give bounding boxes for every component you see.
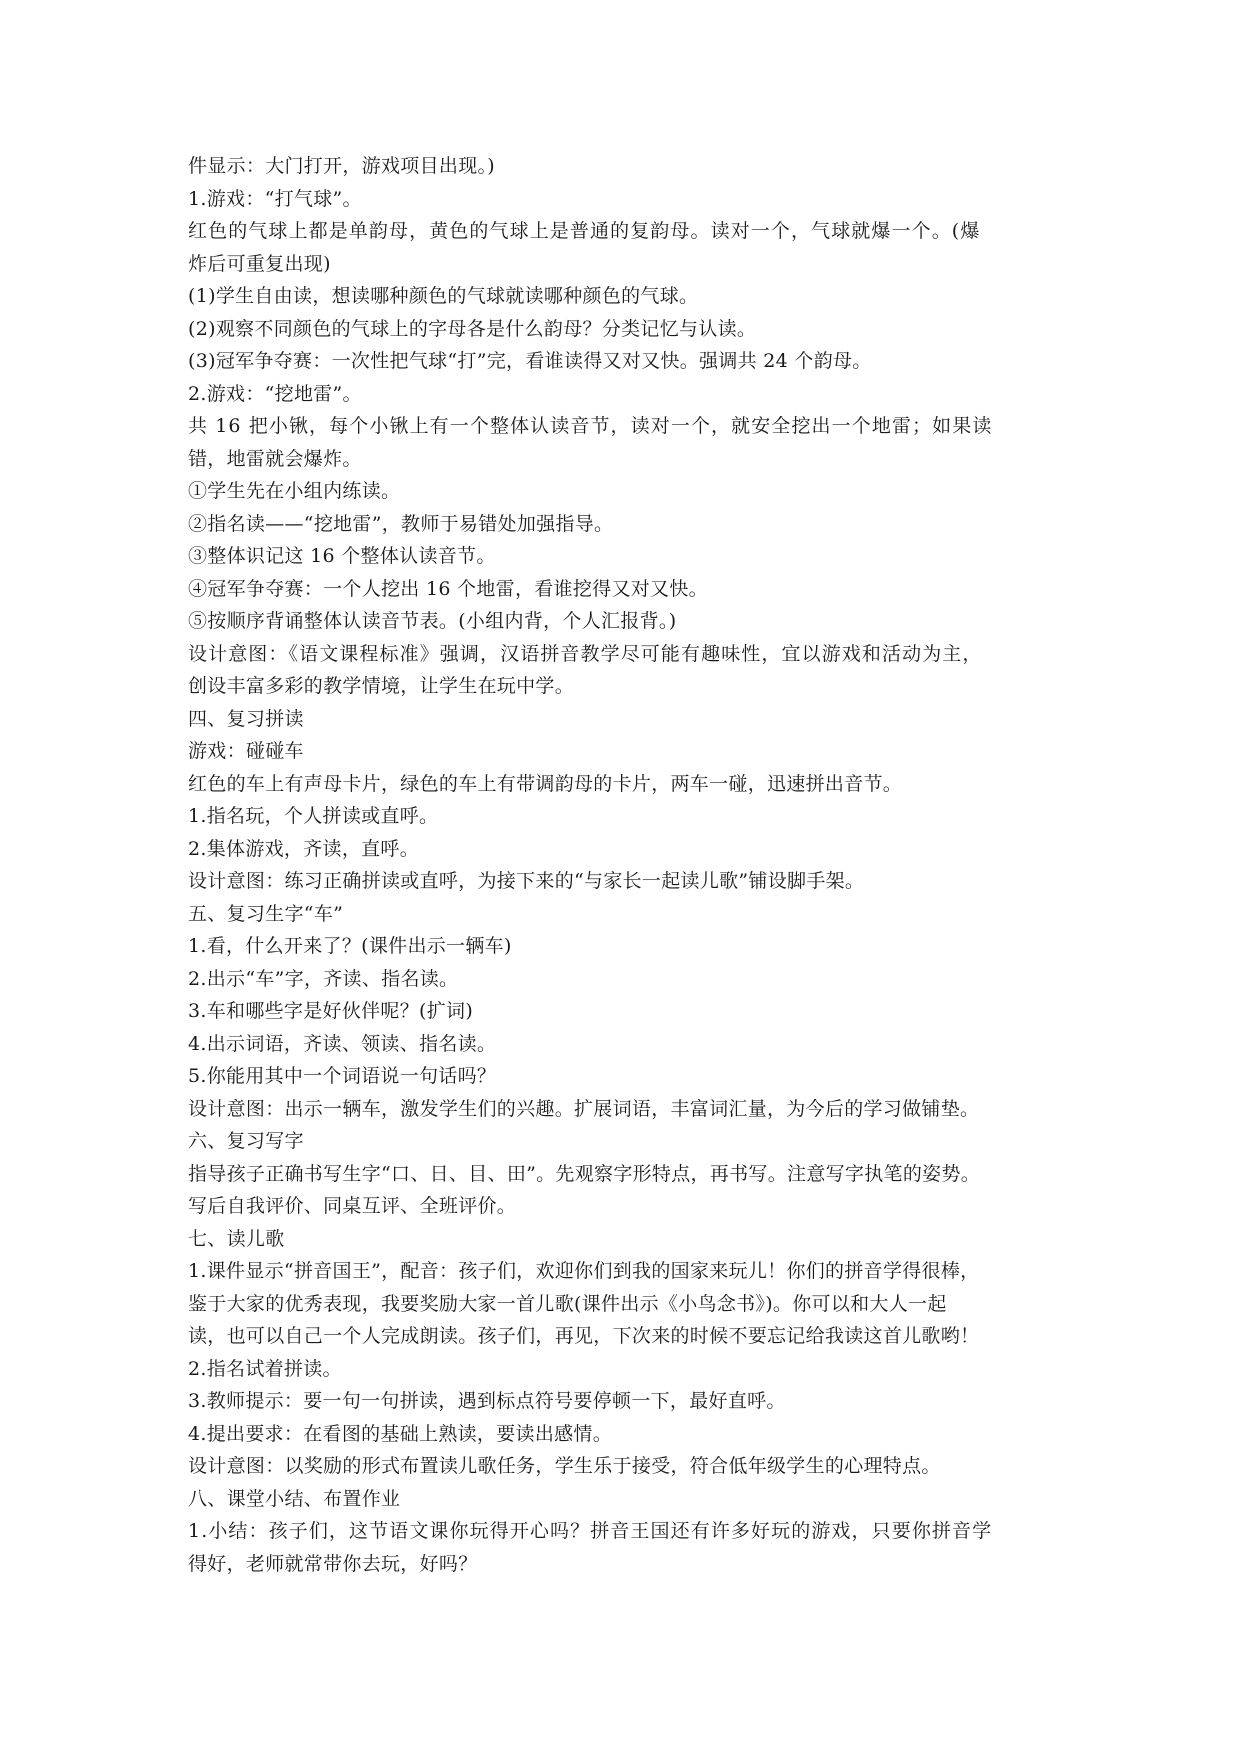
text-line: 红色的气球上都是单韵母，黄色的气球上是普通的复韵母。读对一个，气球就爆一个。(爆	[188, 220, 981, 242]
text-line: 读，也可以自己一个人完成朗读。孩子们，再见，下次来的时候不要忘记给我读这首儿歌哟！	[188, 1325, 980, 1347]
text-line: 设计意图：出示一辆车，激发学生们的兴趣。扩展词语，丰富词汇量，为今后的学习做铺垫。	[188, 1097, 980, 1120]
text-line: 件显示：大门打开，游戏项目出现。)	[188, 155, 496, 177]
text-line: 4.提出要求：在看图的基础上熟读，要读出感情。	[188, 1422, 613, 1445]
text-line: ④冠军争夺赛：一个人挖出 16 个地雷，看谁挖得又对又快。	[188, 577, 708, 600]
text-line: 设计意图：练习正确拼读或直呼，为接下来的“与家长一起读儿歌”铺设脚手架。	[188, 870, 865, 892]
text-line: 3.车和哪些字是好伙伴呢？(扩词)	[188, 1000, 474, 1022]
text-line: 设计意图：以奖励的形式布置读儿歌任务，学生乐于接受，符合低年级学生的心理特点。	[188, 1455, 941, 1477]
text-line: 4.出示词语，齐读、领读、指名读。	[188, 1032, 497, 1055]
text-line: 写后自我评价、同桌互评、全班评价。	[188, 1195, 517, 1217]
text-line: 创设丰富多彩的教学情境，让学生在玩中学。	[188, 675, 575, 697]
text-line: 1.游戏：“打气球”。	[188, 187, 362, 210]
text-line: (1)学生自由读，想读哪种颜色的气球就读哪种颜色的气球。	[188, 285, 699, 307]
text-line: 指导孩子正确书写生字“口、日、目、田”。先观察字形特点，再书写。注意写字执笔的姿势。	[188, 1162, 981, 1185]
text-line: (3)冠军争夺赛：一次性把气球“打”完，看谁读得又对又快。强调共 24 个韵母。	[188, 350, 872, 372]
text-line: ①学生先在小组内练读。	[188, 480, 401, 502]
section-heading: 七、读儿歌	[188, 1227, 285, 1250]
text-line: 1.看，什么开来了？(课件出示一辆车)	[188, 935, 512, 957]
text-line: 2.游戏：“挖地雷”。	[188, 382, 362, 405]
section-heading: 六、复习写字	[188, 1130, 304, 1152]
text-line: 红色的车上有声母卡片，绿色的车上有带调韵母的卡片，两车一碰，迅速拼出音节。	[188, 772, 903, 795]
text-line: 错，地雷就会爆炸。	[188, 447, 362, 470]
text-line: 游戏：碰碰车	[188, 740, 304, 762]
text-line: 3.教师提示：要一句一句拼读，遇到标点符号要停顿一下，最好直呼。	[188, 1390, 786, 1412]
text-line: 得好，老师就常带你去玩，好吗？	[188, 1552, 478, 1575]
text-line: 2.集体游戏，齐读，直呼。	[188, 837, 420, 860]
section-heading: 八、课堂小结、布置作业	[188, 1487, 401, 1510]
document-body	[188, 150, 1058, 1580]
text-line: 1.小结：孩子们，这节语文课你玩得开心吗？拼音王国还有许多好玩的游戏，只要你拼音学	[188, 1520, 993, 1542]
text-line: 设计意图：《语文课程标准》强调，汉语拼音教学尽可能有趣味性，宜以游戏和活动为主，	[188, 642, 983, 665]
section-heading: 四、复习拼读	[188, 707, 304, 730]
text-line: (2)观察不同颜色的气球上的字母各是什么韵母？分类记忆与认读。	[188, 317, 757, 340]
section-heading: 五、复习生字“车”	[188, 902, 344, 925]
text-line: ③整体识记这 16 个整体认读音节。	[188, 545, 496, 567]
text-line: ⑤按顺序背诵整体认读音节表。(小组内背，个人汇报背。)	[188, 610, 677, 632]
text-line: 5.你能用其中一个词语说一句话吗？	[188, 1065, 497, 1087]
text-line: 1.课件显示“拼音国王”，配音：孩子们，欢迎你们到我的国家来玩儿！你们的拼音学得很棒，	[188, 1260, 980, 1282]
text-line: 1.指名玩，个人拼读或直呼。	[188, 805, 439, 827]
text-line: 炸后可重复出现)	[188, 252, 331, 275]
text-line: 鉴于大家的优秀表现，我要奖励大家一首儿歌(课件出示《小鸟念书》)。你可以和大人一起	[188, 1292, 947, 1315]
text-line: 2.出示“车”字，齐读、指名读。	[188, 967, 459, 990]
text-line: ②指名读——“挖地雷”，教师于易错处加强指导。	[188, 512, 614, 535]
text-line: 共 16 把小锹，每个小锹上有一个整体认读音节，读对一个，就安全挖出一个地雷；如果读	[188, 415, 993, 437]
text-line: 2.指名试着拼读。	[188, 1357, 342, 1380]
